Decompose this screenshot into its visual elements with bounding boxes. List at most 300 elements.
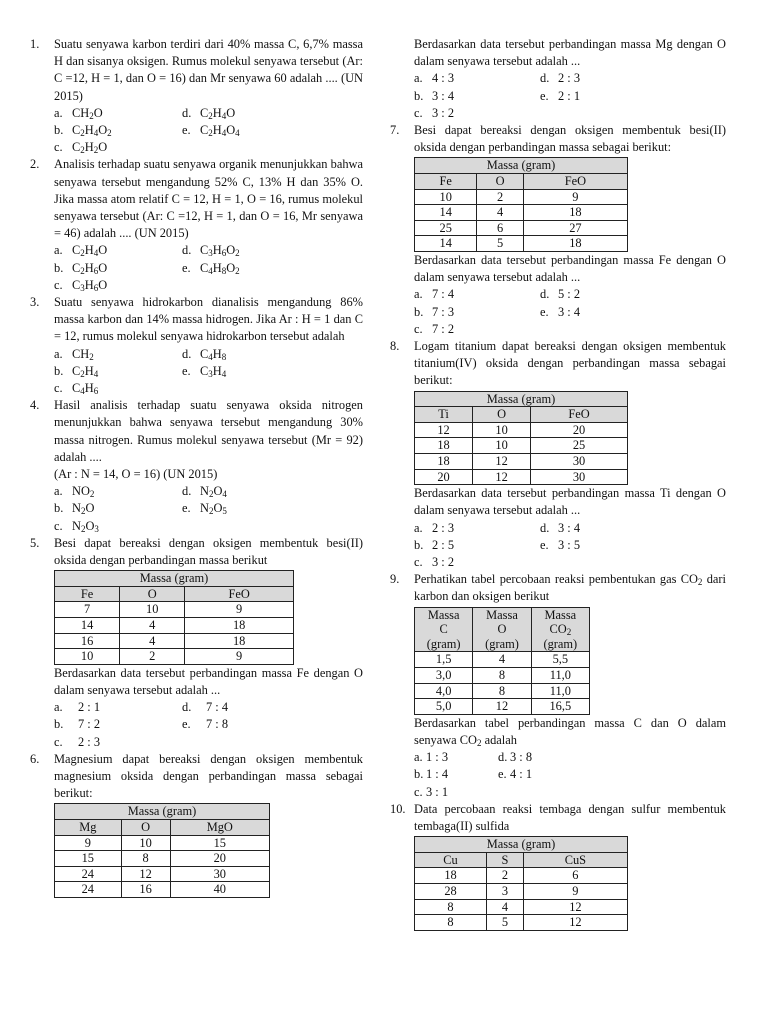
table-cell: 15 xyxy=(170,835,269,851)
option-text: 7 : 2 xyxy=(78,717,101,732)
option-letter: a. xyxy=(414,520,423,535)
option-formula xyxy=(200,347,226,361)
formula-part: N xyxy=(72,518,81,533)
formula-part: O xyxy=(226,243,236,258)
question-text-part: dari karbon dan oksigen berikut xyxy=(414,572,726,604)
table-caption-row xyxy=(55,571,294,587)
table-cell: 25 xyxy=(415,220,477,236)
table-cell: 8 xyxy=(473,667,531,683)
option xyxy=(182,363,363,380)
question-followup: Berdasarkan data tersebut perbandingan massa Ti dengan O dalam senyawa tersebut adalah ... xyxy=(414,486,726,518)
table-cell: 25 xyxy=(531,438,628,454)
subscript: 6 xyxy=(93,265,99,276)
option-text: 3 : 4 xyxy=(558,304,581,319)
subscript: 4 xyxy=(208,351,213,362)
formula-part: O xyxy=(93,105,103,120)
table-cell: 5 xyxy=(487,915,524,931)
option xyxy=(54,483,182,500)
subscript: 2 xyxy=(208,110,213,121)
formula-part: H xyxy=(212,123,222,138)
question-followup xyxy=(414,715,726,749)
question-number: 6. xyxy=(30,751,40,766)
subscript: 2 xyxy=(89,489,95,500)
table-cell: 9 xyxy=(523,883,627,899)
column-header: FeO xyxy=(523,174,627,190)
option-text: 3 : 5 xyxy=(558,537,581,552)
data-table xyxy=(414,157,628,252)
option-text: 1 : 3 xyxy=(426,750,449,765)
subscript: 2 xyxy=(80,145,85,156)
table-cell: 8 xyxy=(121,851,170,867)
formula-part: C xyxy=(72,277,81,292)
option-text: 3 : 2 xyxy=(432,554,455,569)
subscript: 2 xyxy=(89,351,94,362)
subscript: 2 xyxy=(566,627,572,638)
formula-part: O xyxy=(213,501,223,516)
table-cell: 30 xyxy=(531,469,628,485)
question-number: 1. xyxy=(30,37,40,51)
option xyxy=(540,88,726,105)
table-cell: 9 xyxy=(523,189,627,205)
subscript: 5 xyxy=(222,506,227,517)
subscript: 3 xyxy=(208,248,213,259)
table-cell: 18 xyxy=(415,438,473,454)
option-letter: a. xyxy=(54,243,63,258)
option-letter: d. xyxy=(182,700,192,715)
table-cell: 18 xyxy=(523,205,627,221)
table-cell: 2 xyxy=(120,649,185,665)
option xyxy=(54,734,182,751)
formula-part: C xyxy=(72,363,81,378)
table-caption-row xyxy=(415,391,628,407)
table-row xyxy=(415,422,628,438)
table-cell: 16 xyxy=(121,882,170,898)
option-text: 3 : 4 xyxy=(558,520,581,535)
table-cell: 24 xyxy=(55,866,122,882)
question-text-part: Perhatikan tabel percobaan reaksi pembentukan gas CO xyxy=(414,572,698,587)
formula-part: H xyxy=(84,277,94,292)
table-cell: 28 xyxy=(415,883,487,899)
formula-part: O xyxy=(98,140,108,155)
subscript: 4 xyxy=(222,489,227,500)
table-caption-row xyxy=(415,837,628,853)
question-text-part: adalah xyxy=(481,732,517,747)
question-number: 2. xyxy=(30,157,40,172)
subscript: 2 xyxy=(89,110,94,121)
subscript: 2 xyxy=(208,128,213,139)
formula-part: H xyxy=(212,105,222,120)
table-cell: 10 xyxy=(415,189,477,205)
option xyxy=(182,483,363,500)
subscript: 4 xyxy=(93,368,99,379)
question-3 xyxy=(30,294,363,397)
data-table xyxy=(414,836,628,931)
subscript: 2 xyxy=(80,248,85,259)
table-cell: 12 xyxy=(121,866,170,882)
header-text: O xyxy=(497,622,507,637)
option-letter: e. xyxy=(540,537,549,552)
table-cell: 14 xyxy=(415,236,477,252)
option-formula xyxy=(200,261,240,275)
column-header: S xyxy=(487,852,524,868)
table-cell: 6 xyxy=(523,868,627,884)
option xyxy=(54,363,182,380)
header-line: (gram) xyxy=(543,636,578,651)
question-text xyxy=(414,571,726,605)
table-caption: Massa (gram) xyxy=(415,391,628,407)
question-4 xyxy=(30,397,363,535)
table-row xyxy=(415,189,628,205)
subscript: 2 xyxy=(476,737,482,748)
option-formula xyxy=(200,123,240,137)
table-cell: 9 xyxy=(55,835,122,851)
subscript: 2 xyxy=(80,265,85,276)
table-row xyxy=(415,236,628,252)
question-followup: Berdasarkan data tersebut perbandingan massa Fe dengan O dalam senyawa tersebut adalah ... xyxy=(414,252,726,285)
column-header: MgO xyxy=(170,820,269,836)
option-letter: b. xyxy=(54,363,64,378)
option-text: 5 : 2 xyxy=(558,287,581,302)
subscript: 2 xyxy=(208,489,214,500)
option-text: 7 : 8 xyxy=(206,717,229,732)
table-cell: 4 xyxy=(120,633,185,649)
option xyxy=(182,716,363,733)
question-number: 9. xyxy=(390,572,400,587)
table-cell: 5,5 xyxy=(531,652,589,668)
option-letter: c. xyxy=(54,381,63,396)
option xyxy=(54,277,182,294)
option-letter: a. xyxy=(54,105,63,120)
formula-part: H xyxy=(84,363,94,378)
subscript: 2 xyxy=(208,506,214,517)
option-text: 3 : 4 xyxy=(432,88,455,103)
formula-part: C xyxy=(72,123,81,138)
table-row xyxy=(415,438,628,454)
subscript: 3 xyxy=(94,523,99,534)
option-letter: e. xyxy=(540,88,549,103)
option xyxy=(414,554,540,571)
table-row xyxy=(415,883,628,899)
column-header xyxy=(531,607,589,652)
option xyxy=(54,242,182,259)
table-cell: 18 xyxy=(415,868,487,884)
subscript: 2 xyxy=(80,368,85,379)
option-formula xyxy=(200,106,235,120)
column-header: CuS xyxy=(523,852,627,868)
option-text: 3 : 8 xyxy=(510,750,533,765)
question-text: Besi dapat bereaksi dengan oksigen membentuk besi(II) oksida dengan perbandingan massa berikut xyxy=(54,535,363,568)
table-cell: 8 xyxy=(473,683,531,699)
question-note: (Ar : N = 14, O = 16) (UN 2015) xyxy=(54,467,218,482)
question-number: 10. xyxy=(390,801,406,816)
formula-part: C xyxy=(72,260,81,275)
option xyxy=(498,766,726,783)
table-row xyxy=(415,205,628,221)
question-6-continued xyxy=(390,36,726,122)
subscript: 6 xyxy=(93,282,99,293)
option-letter: c. xyxy=(414,321,423,336)
subscript: 4 xyxy=(208,265,213,276)
option-letter: a. xyxy=(54,700,63,715)
options xyxy=(54,346,363,398)
option xyxy=(540,537,726,554)
option xyxy=(414,766,498,783)
data-table xyxy=(414,607,590,715)
option-letter: b. xyxy=(414,304,424,319)
table-cell: 4 xyxy=(487,899,524,915)
table-header-row xyxy=(55,820,270,836)
option-formula xyxy=(72,347,94,361)
table-row xyxy=(415,652,590,668)
table-cell: 3,0 xyxy=(415,667,473,683)
table-cell: 16,5 xyxy=(531,699,589,715)
option xyxy=(182,105,363,122)
table-cell: 30 xyxy=(170,866,269,882)
table-cell: 8 xyxy=(415,899,487,915)
option-text: 7 : 4 xyxy=(206,700,229,715)
option-formula xyxy=(200,364,226,378)
formula-part: H xyxy=(84,260,94,275)
table-cell: 9 xyxy=(185,602,294,618)
formula-part: H xyxy=(84,140,94,155)
table-caption: Massa (gram) xyxy=(55,571,294,587)
subscript: 2 xyxy=(107,128,112,139)
formula-part: N xyxy=(72,501,81,516)
option-formula xyxy=(200,243,240,257)
table-cell: 11,0 xyxy=(531,683,589,699)
options xyxy=(54,242,363,294)
option xyxy=(414,105,540,122)
table-cell: 2 xyxy=(487,868,524,884)
option-formula xyxy=(72,261,107,275)
header-line: (gram) xyxy=(485,636,519,651)
subscript: 4 xyxy=(93,128,99,139)
subscript: 4 xyxy=(235,128,240,139)
formula-part: O xyxy=(226,105,236,120)
table-cell: 1,5 xyxy=(415,652,473,668)
table-cell: 8 xyxy=(415,915,487,931)
option-letter: c. xyxy=(414,554,423,569)
option-formula xyxy=(200,501,227,515)
question-9 xyxy=(390,571,726,801)
option-formula xyxy=(72,519,99,533)
option-text: 2 : 1 xyxy=(78,700,101,715)
option xyxy=(54,518,182,535)
column-header: Fe xyxy=(55,586,120,602)
table-cell: 6 xyxy=(477,220,523,236)
header-line xyxy=(532,622,589,637)
formula-part: N xyxy=(200,501,209,516)
table-row xyxy=(415,699,590,715)
table-cell: 4 xyxy=(477,205,523,221)
option-letter: c. xyxy=(54,140,63,155)
option-letter: b. xyxy=(414,537,424,552)
table-row xyxy=(415,220,628,236)
table-cell: 10 xyxy=(121,835,170,851)
question-followup: Berdasarkan data tersebut perbandingan massa Mg dengan O dalam senyawa tersebut adalah ... xyxy=(414,37,726,69)
formula-part: H xyxy=(212,260,222,275)
subscript: 2 xyxy=(235,248,240,259)
header-line xyxy=(415,622,472,637)
question-10 xyxy=(390,801,726,931)
question-7 xyxy=(390,122,726,338)
column-header: O xyxy=(121,820,170,836)
formula-part: O xyxy=(98,123,108,138)
question-8 xyxy=(390,338,726,571)
option-letter: d. xyxy=(540,520,550,535)
data-table xyxy=(414,391,628,486)
table-cell: 4 xyxy=(120,618,185,634)
right-column xyxy=(390,36,726,931)
option-formula xyxy=(72,484,94,498)
option xyxy=(414,70,540,87)
formula-part: C xyxy=(72,243,81,258)
table-row xyxy=(415,683,590,699)
table-row xyxy=(415,667,590,683)
formula-part: H xyxy=(84,123,94,138)
formula-part: C xyxy=(72,381,81,396)
question-6 xyxy=(30,751,363,898)
table-cell: 10 xyxy=(473,422,531,438)
formula-part: C xyxy=(200,243,209,258)
question-text: Analisis terhadap suatu senyawa organik menunjukkan bahwa senyawa tersebut mengandung 52% C, 13% H dan 35% O. Jika massa atom relatif C = 12, H = 1, O = 16, rumus molekul senyawa tersebut (Ar: C =12, H = 1, dan O = 16, Mr senyawa = 46) adalah .... (UN 2015) xyxy=(54,157,363,241)
table-cell: 7 xyxy=(55,602,120,618)
option xyxy=(182,346,363,363)
option-text: 4 : 1 xyxy=(510,767,533,782)
option-letter: d. xyxy=(182,243,192,258)
question-number: 5. xyxy=(30,535,40,550)
formula-part: CH xyxy=(72,346,90,361)
question-5 xyxy=(30,535,363,751)
option-letter: d. xyxy=(182,346,192,361)
table-cell: 11,0 xyxy=(531,667,589,683)
option-text: 2 : 1 xyxy=(558,88,581,103)
formula-part: O xyxy=(226,260,236,275)
option-letter: e. xyxy=(182,260,191,275)
table-cell: 12 xyxy=(415,422,473,438)
option-letter: e. xyxy=(540,304,549,319)
option-formula xyxy=(72,381,98,395)
table-row xyxy=(55,618,294,634)
option xyxy=(54,105,182,122)
option xyxy=(414,749,498,766)
table-caption-row xyxy=(55,804,270,820)
option-text: 7 : 3 xyxy=(432,304,455,319)
option-letter: b. xyxy=(54,717,64,732)
table-row xyxy=(415,453,628,469)
option xyxy=(540,286,726,303)
question-text: Hasil analisis terhadap suatu senyawa oksida nitrogen menunjukkan bahwa senyawa tersebut mengandung 30% massa nitrogen. Rumus molekul senyawa tersebut (Mr = 92) adalah .... xyxy=(54,398,363,464)
subscript: 2 xyxy=(235,265,240,276)
table-row xyxy=(55,602,294,618)
option-letter: b. xyxy=(54,123,64,138)
question-text-part: Berdasarkan tabel perbandingan massa C dan O dalam senyawa CO xyxy=(414,715,726,747)
table-cell: 10 xyxy=(473,438,531,454)
table-cell: 20 xyxy=(531,422,628,438)
column-header: Cu xyxy=(415,852,487,868)
formula-part: H xyxy=(212,363,222,378)
table-cell: 40 xyxy=(170,882,269,898)
option-text: 2 : 3 xyxy=(558,71,581,86)
table-cell: 5 xyxy=(477,236,523,252)
subscript: 4 xyxy=(221,110,227,121)
table-cell: 27 xyxy=(523,220,627,236)
question-text: Magnesium dapat bereaksi dengan oksigen membentuk magnesium oksida dengan perbandingan massa sebagai berikut: xyxy=(54,751,363,801)
question-text: Besi dapat bereaksi dengan oksigen membentuk besi(II) oksida dengan perbandingan massa sebagai berikut: xyxy=(414,123,726,155)
table-cell: 5,0 xyxy=(415,699,473,715)
table-caption: Massa (gram) xyxy=(415,837,628,853)
option-text: 4 : 3 xyxy=(432,71,455,86)
option xyxy=(540,304,726,321)
subscript: 6 xyxy=(221,248,227,259)
option-text: 2 : 3 xyxy=(78,734,101,749)
option-text: 7 : 4 xyxy=(432,287,455,302)
column-header: Mg xyxy=(55,820,122,836)
option xyxy=(54,500,182,517)
formula-part: C xyxy=(200,346,209,361)
option-formula xyxy=(72,364,98,378)
option xyxy=(540,70,726,87)
option xyxy=(414,286,540,303)
column-header: O xyxy=(473,407,531,423)
option-letter: c. xyxy=(54,734,63,749)
table-row xyxy=(55,866,270,882)
option-letter: b. xyxy=(54,501,64,516)
options xyxy=(414,286,726,338)
header-line: Massa xyxy=(427,607,460,622)
option xyxy=(498,749,726,766)
table-cell: 12 xyxy=(523,899,627,915)
option-text: 7 : 2 xyxy=(432,321,455,336)
question-text: Suatu senyawa karbon terdiri dari 40% massa C, 6,7% massa H dan sisanya oksigen. Rumus molekul senyawa tersebut (Ar: C =12, H = 1, dan O = 16) dan Mr senyawa 60 adalah .... (UN 2015) xyxy=(54,37,363,103)
table-cell: 14 xyxy=(415,205,477,221)
option xyxy=(414,520,540,537)
formula-part: O xyxy=(98,260,108,275)
question-text: Suatu senyawa hidrokarbon dianalisis mengandung 86% massa karbon dan 14% massa hidrogen. Jika Ar : H = 1 dan C = 12, rumus molekul senyawa hidrokarbon tersebut adalah xyxy=(54,295,363,344)
table-cell: 10 xyxy=(120,602,185,618)
question-1 xyxy=(30,36,363,156)
table-cell: 9 xyxy=(185,649,294,665)
question-2 xyxy=(30,156,363,294)
table-header-row xyxy=(415,852,628,868)
option-text: 3 : 2 xyxy=(432,105,455,120)
subscript: 4 xyxy=(93,248,99,259)
formula-part: H xyxy=(84,243,94,258)
table-row xyxy=(55,835,270,851)
option-letter: c. xyxy=(414,105,423,120)
question-number: 4. xyxy=(30,398,40,413)
formula-part: O xyxy=(226,123,236,138)
table-cell: 20 xyxy=(170,851,269,867)
table-row xyxy=(415,868,628,884)
subscript: 4 xyxy=(221,128,227,139)
option-formula xyxy=(72,140,107,154)
option-letter: a. xyxy=(54,346,63,361)
table-row xyxy=(55,882,270,898)
column-header: Fe xyxy=(415,174,477,190)
option xyxy=(182,500,363,517)
options xyxy=(414,749,726,801)
table-cell: 12 xyxy=(473,453,531,469)
option xyxy=(54,260,182,277)
option xyxy=(414,304,540,321)
subscript: 2 xyxy=(80,506,86,517)
formula-part: O xyxy=(85,518,95,533)
option-formula xyxy=(72,123,112,137)
option-formula xyxy=(72,278,107,292)
subscript: 2 xyxy=(80,128,85,139)
option xyxy=(182,122,363,139)
